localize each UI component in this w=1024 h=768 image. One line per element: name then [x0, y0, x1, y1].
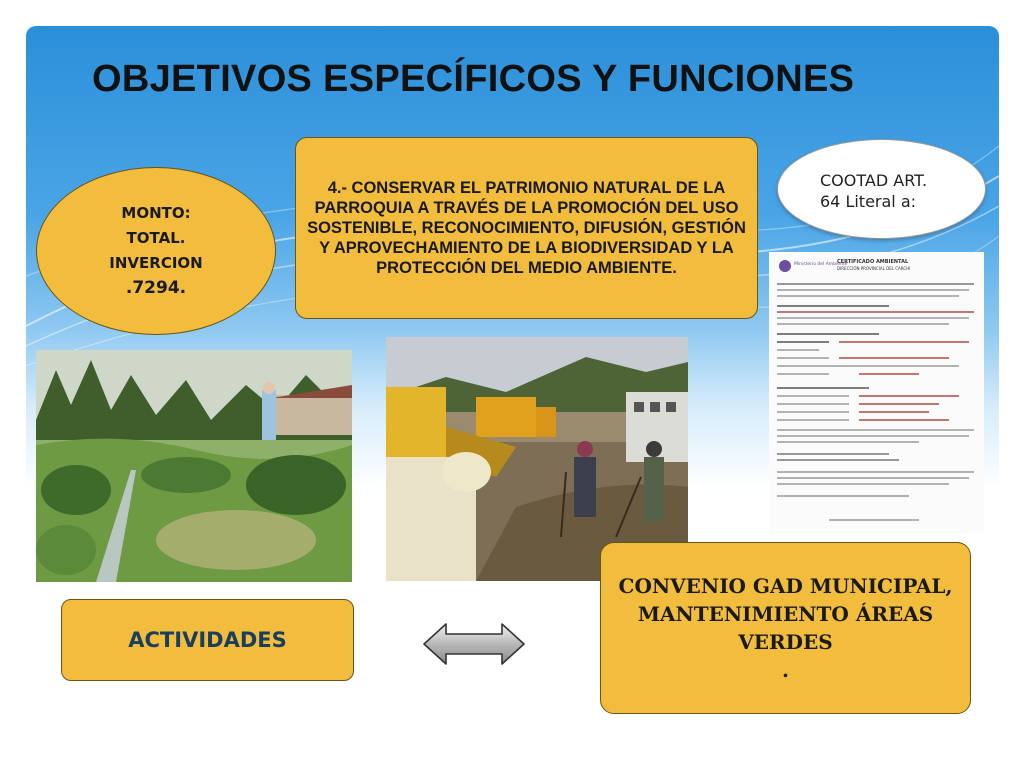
certificate-logo-text: Ministerio del Ambiente: [794, 262, 848, 267]
garden-photo: [36, 350, 352, 582]
double-arrow-icon: [422, 622, 526, 666]
cootad-oval: [778, 140, 985, 238]
convenio-box: [600, 542, 971, 714]
monto-circle: [36, 167, 276, 335]
monto-invercion: INVERCION: [109, 254, 203, 272]
slide-title: OBJETIVOS ESPECÍFICOS Y FUNCIONES: [92, 58, 855, 100]
objective-box: [295, 137, 758, 319]
activities-box: [61, 599, 354, 681]
certificate-subheader: DIRECCIÓN PROVINCIAL DEL CARCHI: [837, 266, 911, 271]
objective-text: 4.- CONSERVAR EL PATRIMONIO NATURAL DE LA PARROQUIA A TRAVÉS DE LA PROMOCIÓN DEL USO SOSTENIBLE, RECONOCIMIENTO, DIFUSIÓN, GESTIÓN Y APROVECHAMIENTO DE LA BIODIVERSIDAD Y LA PROTECCIÓN DEL MEDIO AMBIENTE.: [307, 179, 746, 277]
activities-label: ACTIVIDADES: [128, 628, 287, 652]
cootad-line1: COOTAD ART.: [820, 171, 928, 190]
cootad-line2: 64 Literal a:: [820, 192, 917, 211]
certificate-header: CERTIFICADO AMBIENTAL: [837, 259, 909, 265]
monto-total: TOTAL.: [126, 229, 186, 247]
convenio-line3: VERDES: [738, 630, 833, 654]
monto-label: MONTO:: [121, 204, 191, 222]
certificate-image: [769, 252, 984, 533]
monto-value: .7294.: [125, 278, 187, 298]
convenio-line4: .: [782, 658, 789, 682]
convenio-line2: MANTENIMIENTO ÁREAS: [637, 602, 934, 626]
convenio-line1: CONVENIO GAD MUNICIPAL,: [618, 574, 953, 598]
